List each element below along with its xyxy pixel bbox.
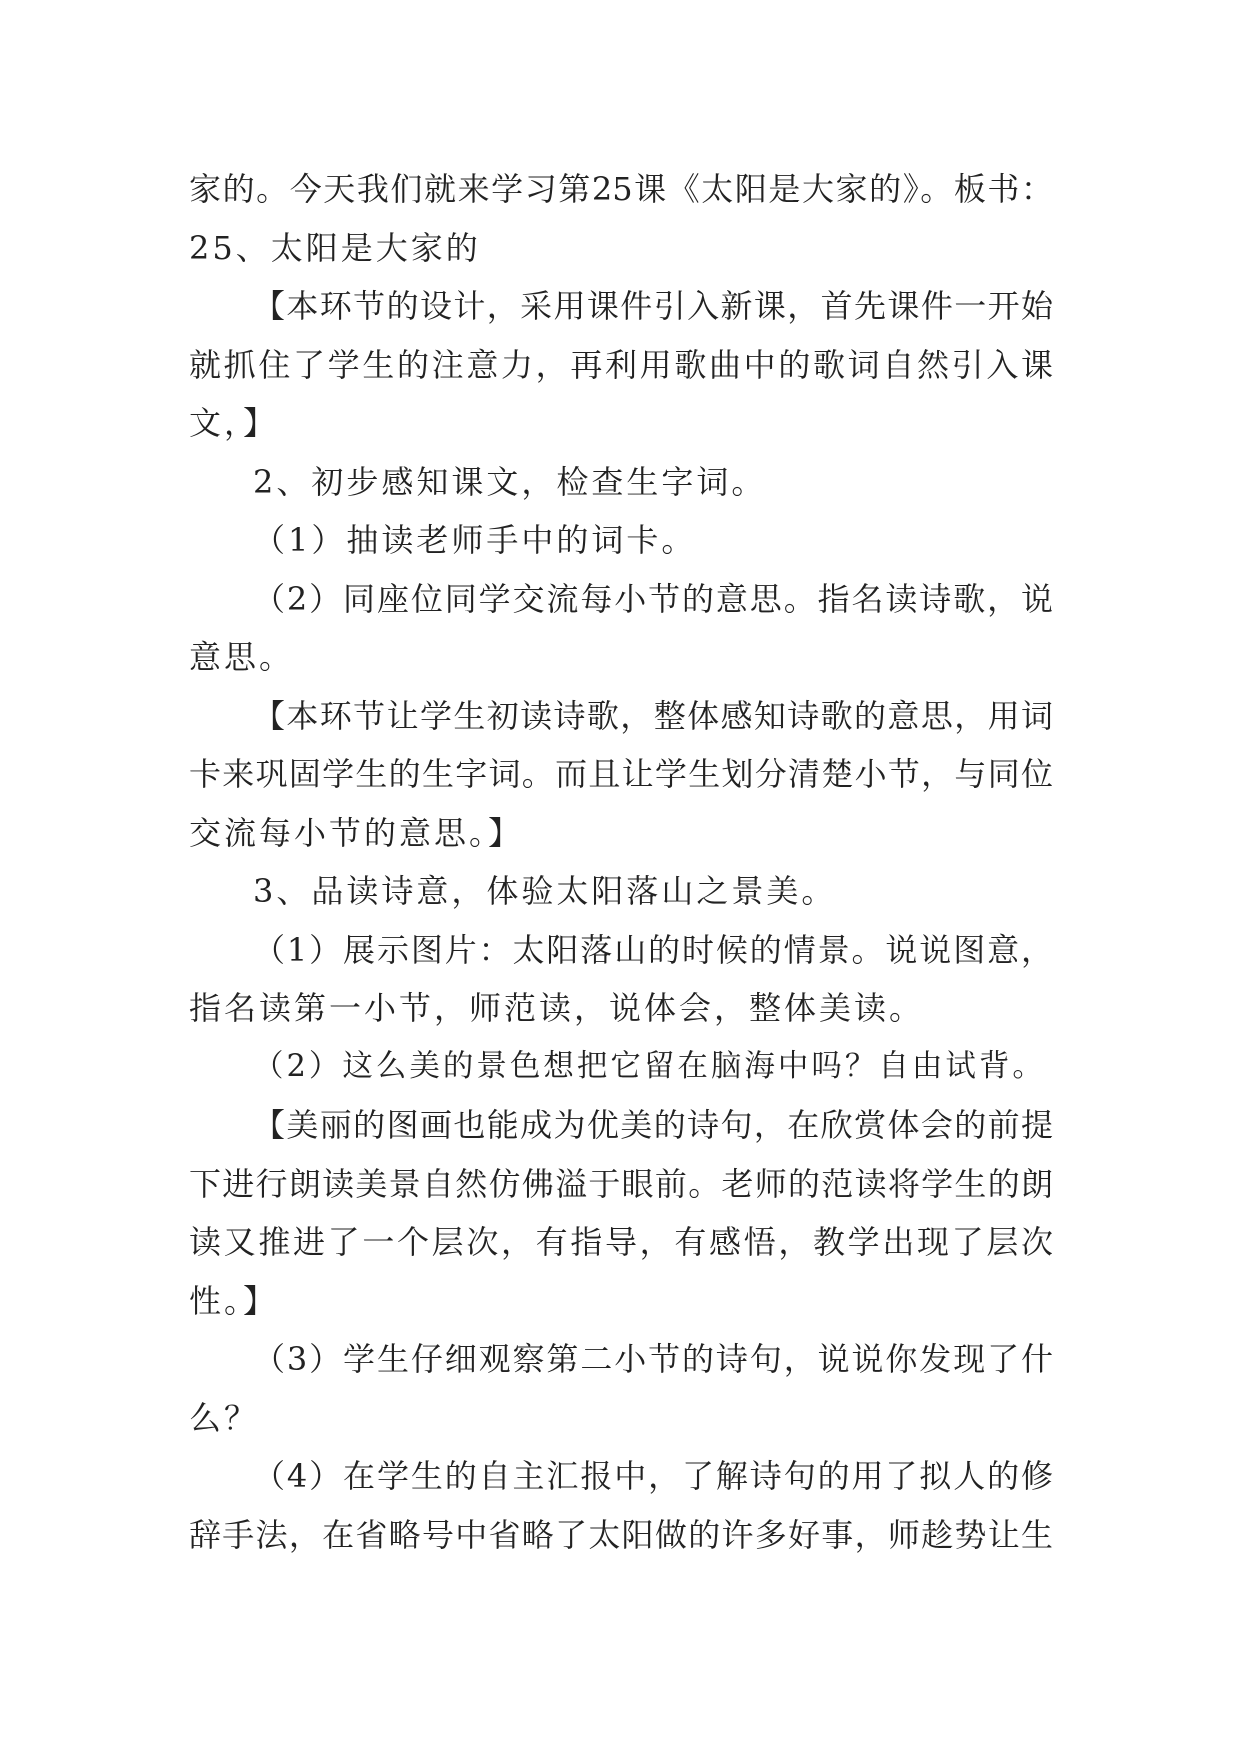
text-line: 文，】 xyxy=(189,404,279,442)
text-line: （4）在学生的自主汇报中，了解诗句的用了拟人的修 xyxy=(253,1457,1053,1495)
document-body xyxy=(189,160,1053,1564)
text-line: 家的。今天我们就来学习第25课《太阳是大家的》。板书： xyxy=(189,170,1053,208)
text-line: 25、太阳是大家的 xyxy=(189,228,481,267)
text-line: 么？ xyxy=(189,1398,260,1437)
text-line: 【美丽的图画也能成为优美的诗句，在欣赏体会的前提 xyxy=(253,1106,1053,1144)
text-line: 读又推进了一个层次，有指导，有感悟，教学出现了层次 xyxy=(189,1223,1053,1261)
text-line: 下进行朗读美景自然仿佛溢于眼前。老师的范读将学生的朗 xyxy=(189,1164,1053,1203)
text-line: 2、初步感知课文，检查生字词。 xyxy=(253,462,767,501)
text-line: 卡来巩固学生的生字词。而且让学生划分清楚小节，与同位 xyxy=(189,755,1053,793)
text-line: （3）学生仔细观察第二小节的诗句，说说你发现了什 xyxy=(253,1340,1053,1378)
text-line: 意思。 xyxy=(189,638,295,676)
text-line: 指名读第一小节，师范读，说体会，整体美读。 xyxy=(189,989,925,1027)
text-line: （2）同座位同学交流每小节的意思。指名读诗歌，说 xyxy=(253,579,1053,618)
text-line: 性。】 xyxy=(189,1281,279,1320)
text-line: 【本环节让学生初读诗歌，整体感知诗歌的意思，用词 xyxy=(253,696,1053,735)
text-line: （2）这么美的景色想把它留在脑海中吗？自由试背。 xyxy=(253,1048,1046,1084)
text-line: 交流每小节的意思。】 xyxy=(189,813,524,852)
text-line: 【本环节的设计，采用课件引入新课，首先课件一开始 xyxy=(253,287,1053,325)
text-line: 辞手法，在省略号中省略了太阳做的许多好事，师趁势让生 xyxy=(189,1515,1053,1554)
text-line: （1）抽读老师手中的词卡。 xyxy=(253,521,697,559)
text-line: 3、品读诗意，体验太阳落山之景美。 xyxy=(253,872,837,910)
text-line: 就抓住了学生的注意力，再利用歌曲中的歌词自然引入课 xyxy=(189,345,1053,384)
text-line: （1）展示图片：太阳落山的时候的情景。说说图意， xyxy=(253,930,1053,969)
